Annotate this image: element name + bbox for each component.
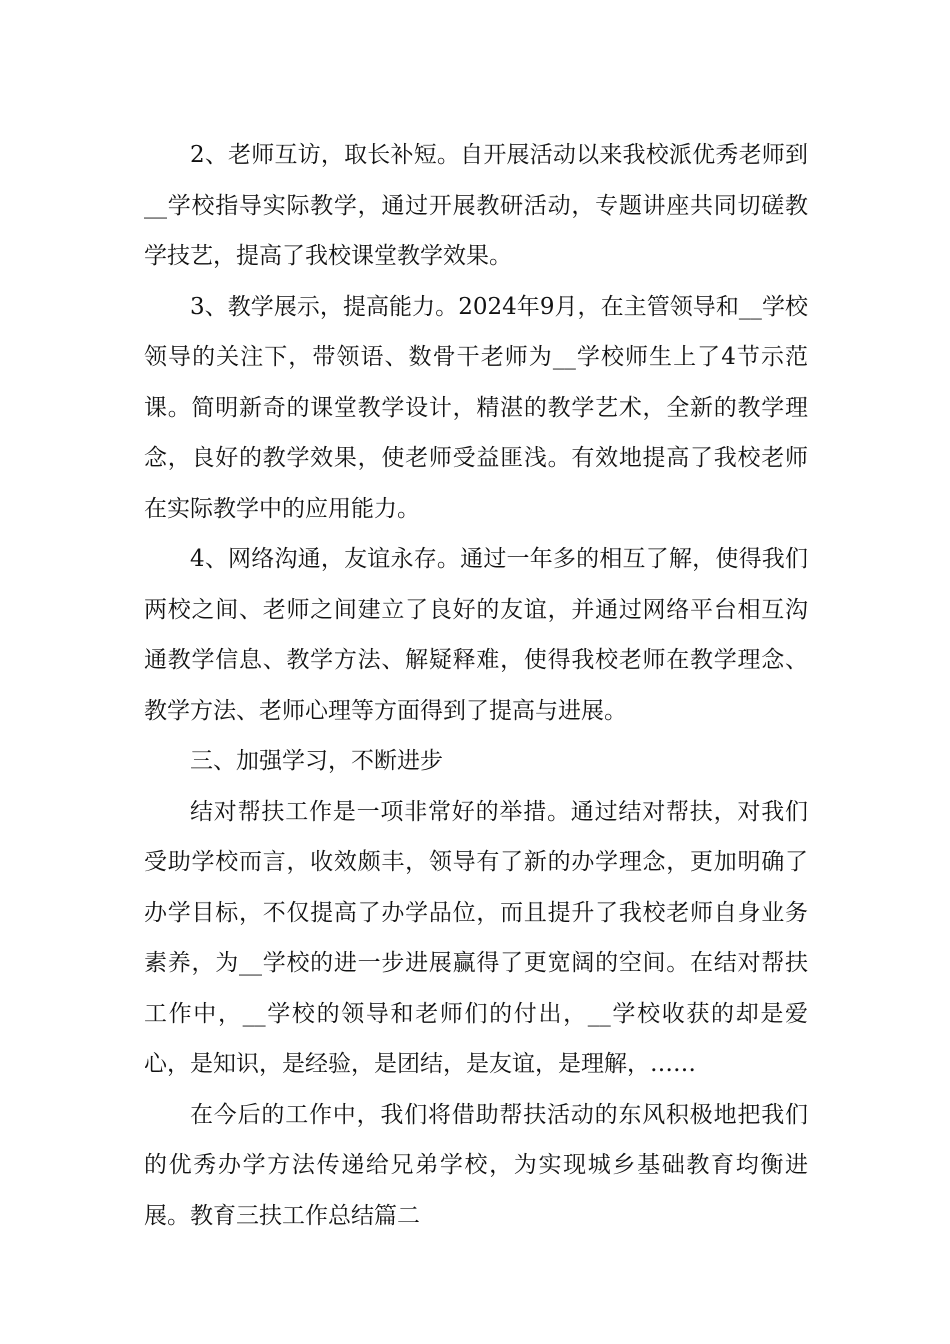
paragraph-teaching-demo: 3、教学展示，提高能力。2024年9月，在主管领导和__学校领导的关注下，带领语、数骨干老师为__学校师生上了4节示范课。简明新奇的课堂教学设计，精湛的教学艺术，全新的教学理念，良好的教学效果，使老师受益匪浅。有效地提高了我校老师在实际教学中的应用能力。 bbox=[144, 293, 808, 522]
paragraph-network-communication: 4、网络沟通，友谊永存。通过一年多的相互了解，使得我们两校之间、老师之间建立了良好的友谊，并通过网络平台相互沟通教学信息、教学方法、解疑释难，使得我校老师在教学理念、教学方法、老师心理等方面得到了提高与进展。 bbox=[144, 546, 808, 724]
paragraph-future-work: 在今后的工作中，我们将借助帮扶活动的东风积极地把我们的优秀办学方法传递给兄弟学校，为实现城乡基础教育均衡进展。教育三扶工作总结篇二 bbox=[144, 1101, 808, 1229]
document-body bbox=[144, 130, 808, 1241]
paragraph-pairing-support: 结对帮扶工作是一项非常好的举措。通过结对帮扶，对我们受助学校而言，收效颇丰，领导有了新的办学理念，更加明确了办学目标，不仅提高了办学品位，而且提升了我校老师自身业务素养，为__学校的进一步进展赢得了更宽阔的空间。在结对帮扶工作中，__学校的领导和老师们的付出，__学校收获的却是爱心，是知识，是经验，是团结，是友谊，是理解，…… bbox=[144, 798, 808, 1077]
paragraph-teacher-visits: 2、老师互访，取长补短。自开展活动以来我校派优秀老师到__学校指导实际教学，通过开展教研活动，专题讲座共同切磋教学技艺，提高了我校课堂教学效果。 bbox=[144, 142, 808, 269]
section-heading-learning: 三、加强学习，不断进步 bbox=[190, 748, 443, 774]
